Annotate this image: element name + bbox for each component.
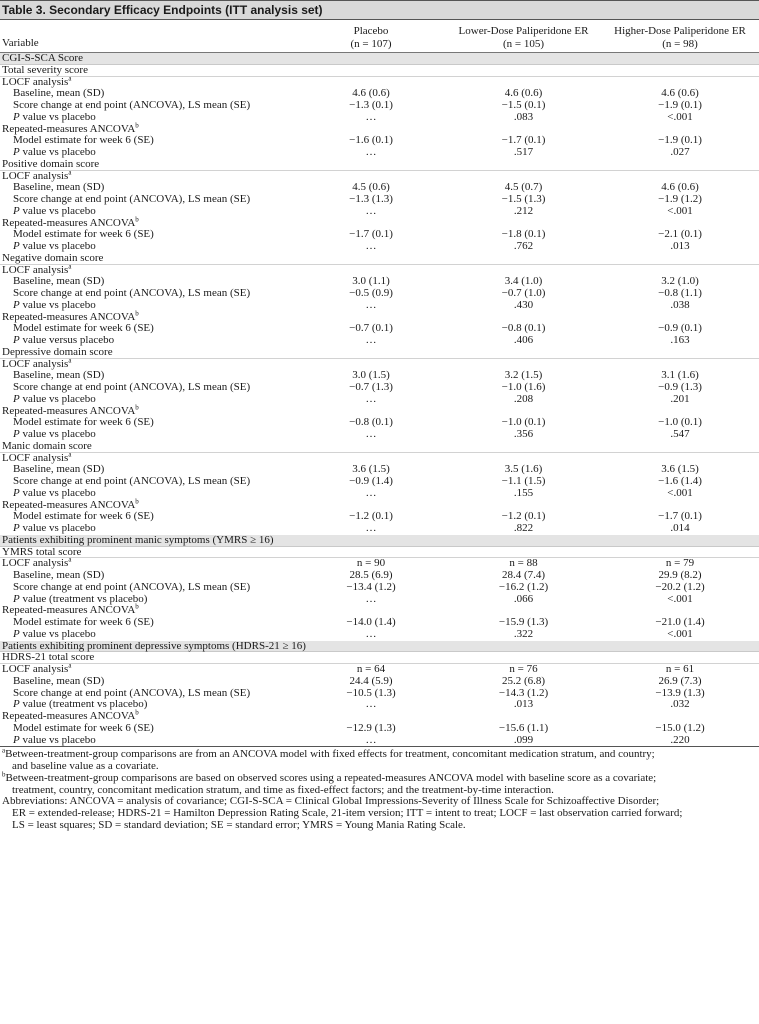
header-variable: Variable <box>2 37 39 49</box>
cell-lower-dose <box>446 441 601 452</box>
row-label-text: value vs placebo <box>19 522 96 534</box>
row-label-text: Model estimate for week 6 (SE) <box>13 228 154 241</box>
row-label-footnote-mark: a <box>68 555 72 564</box>
cell-placebo: … <box>365 298 377 311</box>
cell-placebo: −1.3 (1.3) <box>349 193 393 205</box>
row-label-footnote-mark: b <box>135 708 139 717</box>
row-label-text: Baseline, mean (SD) <box>13 569 105 581</box>
table-row <box>0 429 759 441</box>
cell-lower-dose: −15.6 (1.1) <box>498 721 549 734</box>
row-label-text: Baseline, mean (SD) <box>13 463 105 476</box>
cell-higher-dose <box>601 253 759 264</box>
row-label <box>0 53 296 64</box>
row-label-text: value vs placebo <box>19 428 96 440</box>
cell-placebo <box>296 711 446 723</box>
cell-lower-dose: .517 <box>513 146 534 158</box>
row-label-text: Repeated-measures ANCOVA <box>2 404 136 417</box>
cell-higher-dose: 3.6 (1.5) <box>661 463 699 476</box>
row-label-text: Manic domain score <box>2 439 92 452</box>
cell-placebo: … <box>365 698 377 711</box>
header-higher-dose-n: (n = 98) <box>662 38 698 50</box>
cell-lower-dose: n = 76 <box>509 663 538 675</box>
cell-placebo <box>296 547 446 558</box>
cell-lower-dose: 3.4 (1.0) <box>504 275 543 288</box>
cell-placebo: 4.5 (0.6) <box>352 181 390 194</box>
row-label-text: YMRS total score <box>2 545 82 558</box>
cell-lower-dose: .066 <box>513 592 534 605</box>
row-label-text: HDRS-21 total score <box>2 651 95 664</box>
row-label-text: Repeated-measures ANCOVA <box>2 310 136 323</box>
row-label-text: LOCF analysis <box>2 75 69 88</box>
cell-placebo: −1.6 (0.1) <box>349 134 393 147</box>
row-label-footnote-mark: b <box>135 602 139 611</box>
row-label <box>0 735 296 747</box>
cell-placebo <box>296 535 446 546</box>
row-label-text: Total severity score <box>2 63 88 76</box>
row-label-footnote-mark: a <box>68 73 72 82</box>
cell-higher-dose: .032 <box>670 698 690 711</box>
row-label-italic: P <box>13 204 20 217</box>
cell-higher-dose: −0.8 (1.1) <box>658 287 702 299</box>
cell-placebo: … <box>365 204 377 217</box>
cell-placebo: n = 64 <box>356 663 386 675</box>
table-row <box>0 511 759 523</box>
group-row <box>0 65 759 77</box>
cell-lower-dose: .212 <box>513 204 534 217</box>
cell-higher-dose: −1.0 (0.1) <box>658 416 702 429</box>
cell-lower-dose <box>446 65 601 76</box>
row-label-italic: P <box>13 428 20 440</box>
cell-placebo: 28.5 (6.9) <box>349 569 393 581</box>
cell-higher-dose <box>601 547 759 558</box>
cell-lower-dose: −1.5 (0.1) <box>501 99 546 111</box>
abbreviations-line2: ER = extended-release; HDRS-21 = Hamilton Depression Rating Scale, 21-item version; ITT = intent to treat; LOCF = last observation carried forward; <box>12 807 683 820</box>
cell-placebo: −0.7 (0.1) <box>349 322 393 335</box>
row-label-footnote-mark: a <box>68 355 72 364</box>
cell-placebo: −1.7 (0.1) <box>349 228 393 241</box>
table-row <box>0 476 759 488</box>
cell-higher-dose: 26.9 (7.3) <box>658 674 702 687</box>
header-higher-dose <box>601 20 759 52</box>
row-label-text: Model estimate for week 6 (SE) <box>13 322 154 335</box>
row-label <box>0 159 296 170</box>
row-label-text: Repeated-measures ANCOVA <box>2 216 136 229</box>
cell-higher-dose: −1.6 (1.4) <box>658 475 702 487</box>
cell-higher-dose: −1.9 (1.2) <box>658 193 702 205</box>
table-row <box>0 241 759 253</box>
abbreviations-line1: Abbreviations: ANCOVA = analysis of covariance; CGI-S-SCA = Clinical Global Impressions-Severity of Illness Scale for Schizoaffective Disorder; <box>2 795 660 808</box>
table-row <box>0 335 759 347</box>
cell-placebo: … <box>365 592 377 605</box>
row-label-text: value vs placebo <box>19 204 96 217</box>
cell-lower-dose: .762 <box>513 240 534 252</box>
cell-placebo: −14.0 (1.4) <box>346 616 396 628</box>
cell-placebo <box>296 65 446 76</box>
cell-lower-dose: 3.2 (1.5) <box>504 369 543 382</box>
cell-lower-dose <box>446 641 601 652</box>
cell-lower-dose: 4.5 (0.7) <box>504 181 543 194</box>
cell-higher-dose: −15.0 (1.2) <box>655 721 705 734</box>
row-label-text: Score change at end point (ANCOVA), LS mean (SE) <box>13 287 251 299</box>
cell-lower-dose: −1.0 (0.1) <box>501 416 546 429</box>
cell-lower-dose <box>446 159 601 170</box>
cell-placebo: … <box>365 486 377 499</box>
footnote-abbreviations <box>0 796 759 831</box>
cell-higher-dose <box>601 711 759 723</box>
row-label-text: Model estimate for week 6 (SE) <box>13 721 154 734</box>
row-label-text: Patients exhibiting prominent manic symptoms (YMRS ≥ 16) <box>2 533 274 546</box>
cell-placebo: −0.5 (0.9) <box>349 287 393 299</box>
row-label-italic: P <box>13 698 20 711</box>
group-row <box>0 347 759 359</box>
row-label-footnote-mark: a <box>68 661 72 670</box>
cell-lower-dose: −1.2 (0.1) <box>501 510 546 523</box>
row-label-footnote-mark: a <box>68 261 72 270</box>
cell-higher-dose: −21.0 (1.4) <box>655 616 705 628</box>
table-row <box>0 288 759 300</box>
row-label-italic: P <box>13 240 20 252</box>
row-label-text: Model estimate for week 6 (SE) <box>13 416 154 429</box>
cell-higher-dose <box>601 641 759 652</box>
cell-higher-dose: n = 79 <box>665 557 695 570</box>
cell-higher-dose: .027 <box>670 146 690 158</box>
cell-lower-dose: −1.8 (0.1) <box>501 228 546 241</box>
cell-lower-dose: −1.5 (1.3) <box>501 193 546 205</box>
cell-higher-dose <box>601 535 759 546</box>
header-lower-dose <box>446 20 601 52</box>
cell-placebo: −10.5 (1.3) <box>346 686 396 699</box>
row-label-footnote-mark: b <box>135 308 139 317</box>
footnote-a-mark: a <box>2 746 6 755</box>
cell-lower-dose <box>446 547 601 558</box>
cell-placebo: 3.0 (1.1) <box>352 275 390 288</box>
cell-placebo <box>296 641 446 652</box>
cell-higher-dose: 3.2 (1.0) <box>661 275 699 288</box>
row-label-text: Baseline, mean (SD) <box>13 275 105 288</box>
row-label-text: Repeated-measures ANCOVA <box>2 498 136 511</box>
row-label-text: value vs placebo <box>19 627 96 640</box>
table-row <box>0 417 759 429</box>
cell-lower-dose: 25.2 (6.8) <box>501 674 546 687</box>
row-label-text: Model estimate for week 6 (SE) <box>13 616 154 628</box>
row-label <box>0 253 296 264</box>
cell-higher-dose: .013 <box>670 240 690 252</box>
cell-lower-dose: 4.6 (0.6) <box>504 87 543 100</box>
cell-placebo: −1.2 (0.1) <box>349 510 393 523</box>
cell-lower-dose: 28.4 (7.4) <box>501 569 546 581</box>
cell-higher-dose: 4.6 (0.6) <box>661 181 699 194</box>
header-lower-dose-name: Lower-Dose Paliperidone ER <box>458 25 589 37</box>
header-lower-dose-n: (n = 105) <box>502 38 545 50</box>
cell-higher-dose: .163 <box>670 334 690 346</box>
row-label-italic: P <box>13 146 20 158</box>
cell-lower-dose <box>446 711 601 723</box>
header-placebo-name: Placebo <box>353 25 389 37</box>
table-row <box>0 661 759 676</box>
cell-placebo: 3.0 (1.5) <box>352 369 390 382</box>
row-label-text: Baseline, mean (SD) <box>13 181 105 194</box>
cell-placebo: −12.9 (1.3) <box>346 721 396 734</box>
row-label-text: LOCF analysis <box>2 557 69 570</box>
cell-placebo <box>296 347 446 358</box>
cell-higher-dose: −0.9 (0.1) <box>658 322 702 335</box>
footnote-a <box>0 746 759 773</box>
cell-lower-dose: −0.8 (0.1) <box>501 322 546 335</box>
group-row <box>0 441 759 453</box>
cell-lower-dose: −0.7 (1.0) <box>501 287 546 299</box>
row-label-footnote-mark: a <box>68 167 72 176</box>
footnote-b-line1: Between-treatment-group comparisons are based on observed scores using a repeated-measures ANCOVA model with baseline score as a covariate; <box>5 771 657 784</box>
row-label-text: Score change at end point (ANCOVA), LS mean (SE) <box>13 381 251 393</box>
row-label-footnote-mark: a <box>68 449 72 458</box>
cell-placebo: … <box>365 240 377 252</box>
cell-higher-dose: 3.1 (1.6) <box>661 369 699 382</box>
section-row <box>0 535 759 547</box>
row-label-footnote-mark: b <box>135 214 139 223</box>
cell-lower-dose <box>446 253 601 264</box>
cell-placebo <box>296 53 446 64</box>
cell-placebo: n = 90 <box>356 557 386 570</box>
row-label-text: Negative domain score <box>2 251 104 264</box>
cell-higher-dose: −2.1 (0.1) <box>658 228 702 241</box>
table-row <box>0 147 759 159</box>
cell-higher-dose: −1.9 (0.1) <box>658 99 702 111</box>
cell-higher-dose <box>601 347 759 358</box>
cell-lower-dose <box>446 652 601 663</box>
row-label <box>0 535 296 546</box>
cell-placebo: … <box>365 392 377 405</box>
footnote-a-line1: Between-treatment-group comparisons are from an ANCOVA model with fixed effects for treatment, concomitant medication stratum, and country; <box>5 748 655 761</box>
footnote-b-mark: b <box>2 770 6 779</box>
cell-placebo: −0.9 (1.4) <box>349 475 393 487</box>
cell-lower-dose: .208 <box>513 392 534 405</box>
row-label-text: LOCF analysis <box>2 169 69 182</box>
cell-lower-dose: .430 <box>513 298 534 311</box>
section-row <box>0 641 759 653</box>
table-title: Table 3. Secondary Efficacy Endpoints (ITT analysis set) <box>0 0 759 20</box>
row-label-italic: P <box>13 392 20 405</box>
header-placebo-n: (n = 107) <box>350 38 392 50</box>
cell-placebo: … <box>365 110 377 123</box>
table-header <box>0 20 759 53</box>
cell-higher-dose: <.001 <box>667 486 693 499</box>
cell-higher-dose <box>601 53 759 64</box>
header-placebo <box>296 20 446 52</box>
table-row <box>0 735 759 747</box>
cell-lower-dose: .322 <box>513 627 534 640</box>
cell-higher-dose: .038 <box>670 298 690 311</box>
row-label-italic: P <box>13 110 20 123</box>
cell-placebo <box>296 159 446 170</box>
cell-lower-dose: .155 <box>513 486 534 499</box>
row-label-text: value vs placebo <box>19 486 96 499</box>
row-label-text: value (treatment vs placebo) <box>19 698 148 711</box>
row-label-text: Score change at end point (ANCOVA), LS mean (SE) <box>13 686 251 699</box>
cell-lower-dose: .099 <box>513 733 534 746</box>
cell-higher-dose: −1.9 (0.1) <box>658 134 702 147</box>
table-row <box>0 723 759 735</box>
footnote-a-line2: and baseline value as a covariate. <box>12 760 159 773</box>
cell-higher-dose: <.001 <box>667 592 693 605</box>
cell-lower-dose: .356 <box>513 428 534 440</box>
row-label-text: Baseline, mean (SD) <box>13 369 105 382</box>
cell-higher-dose: 29.9 (8.2) <box>658 569 702 581</box>
cell-higher-dose: .014 <box>670 522 690 534</box>
row-label <box>0 347 296 358</box>
row-label <box>0 547 296 558</box>
row-label-text: Baseline, mean (SD) <box>13 87 105 100</box>
row-label-text: Depressive domain score <box>2 345 113 358</box>
cell-lower-dose <box>446 53 601 64</box>
row-label-footnote-mark: b <box>135 120 139 129</box>
cell-lower-dose: −1.7 (0.1) <box>501 134 546 147</box>
row-label <box>0 639 306 652</box>
cell-lower-dose: .013 <box>513 698 534 711</box>
cell-lower-dose <box>446 535 601 546</box>
cell-lower-dose: −14.3 (1.2) <box>498 686 549 699</box>
table-row <box>0 229 759 241</box>
row-label <box>0 441 296 452</box>
row-label-text: LOCF analysis <box>2 357 69 370</box>
footnote-b-line2: treatment, country, concomitant medication stratum, and time as fixed-effect factors; and the treatment-by-time interaction. <box>12 783 554 796</box>
cell-placebo: −0.8 (0.1) <box>349 416 393 429</box>
table-row <box>0 617 759 629</box>
row-label-italic: P <box>13 733 20 746</box>
table-row <box>0 194 759 206</box>
row-label-italic: P <box>13 592 20 605</box>
cell-lower-dose <box>446 347 601 358</box>
cell-higher-dose: .547 <box>670 428 690 440</box>
row-label-text: Score change at end point (ANCOVA), LS mean (SE) <box>13 475 251 487</box>
cell-placebo: … <box>365 146 377 158</box>
row-label <box>0 652 296 663</box>
cell-higher-dose: −13.9 (1.3) <box>655 686 705 699</box>
row-label-text: Model estimate for week 6 (SE) <box>13 134 154 147</box>
cell-placebo: 4.6 (0.6) <box>352 87 390 100</box>
row-label-text: value vs placebo <box>19 110 96 123</box>
cell-higher-dose: <.001 <box>667 627 693 640</box>
row-label <box>0 65 296 76</box>
row-label-italic: P <box>13 334 20 346</box>
cell-placebo: −1.3 (0.1) <box>349 99 393 111</box>
cell-placebo <box>296 652 446 663</box>
row-label-text: value vs placebo <box>19 146 96 158</box>
cell-higher-dose: −1.7 (0.1) <box>658 510 702 523</box>
row-label-text: Score change at end point (ANCOVA), LS mean (SE) <box>13 193 251 205</box>
table-body <box>0 53 759 746</box>
header-higher-dose-name: Higher-Dose Paliperidone ER <box>614 25 746 37</box>
cell-placebo: 3.6 (1.5) <box>352 463 390 476</box>
row-label-text: Model estimate for week 6 (SE) <box>13 510 154 523</box>
cell-higher-dose <box>601 652 759 663</box>
cell-higher-dose: 4.6 (0.6) <box>661 87 699 100</box>
row-label-text: LOCF analysis <box>2 451 69 464</box>
row-label-footnote-mark: b <box>135 496 139 505</box>
row-label-text: LOCF analysis <box>2 663 69 675</box>
cell-higher-dose: −20.2 (1.2) <box>655 580 705 593</box>
row-label-text: Repeated-measures ANCOVA <box>2 604 136 617</box>
cell-lower-dose: n = 88 <box>509 557 538 570</box>
cell-higher-dose: n = 61 <box>665 663 695 675</box>
cell-higher-dose: <.001 <box>667 110 693 123</box>
row-label-text: value vs placebo <box>19 392 96 405</box>
row-label-text: Baseline, mean (SD) <box>13 674 105 687</box>
cell-higher-dose: −0.9 (1.3) <box>658 381 702 393</box>
row-label-text: Score change at end point (ANCOVA), LS mean (SE) <box>13 99 251 111</box>
row-label-text: value vs placebo <box>19 240 96 252</box>
cell-lower-dose: −1.1 (1.5) <box>501 475 546 487</box>
row-label-text: CGI-S-SCA Score <box>2 52 83 64</box>
row-label-text: Score change at end point (ANCOVA), LS mean (SE) <box>13 580 251 593</box>
cell-higher-dose <box>601 441 759 452</box>
cell-placebo: … <box>365 733 377 746</box>
row-label-text: value (treatment vs placebo) <box>19 592 148 605</box>
row-label-italic: P <box>13 627 20 640</box>
cell-higher-dose: .220 <box>670 733 690 746</box>
cell-placebo: … <box>365 522 377 534</box>
row-label-italic: P <box>13 298 20 311</box>
cell-placebo: −13.4 (1.2) <box>346 580 396 593</box>
cell-placebo: … <box>365 627 377 640</box>
cell-higher-dose: .201 <box>670 392 690 405</box>
abbreviations-line3: LS = least squares; SD = standard deviation; SE = standard error; YMRS = Young Mania Rating Scale. <box>12 819 466 832</box>
cell-placebo <box>296 441 446 452</box>
table-row <box>0 382 759 394</box>
table-row <box>0 135 759 147</box>
cell-placebo: −0.7 (1.3) <box>349 381 393 393</box>
row-label-text: Repeated-measures ANCOVA <box>2 122 136 135</box>
cell-placebo: 24.4 (5.9) <box>349 674 393 687</box>
group-row <box>0 159 759 171</box>
cell-placebo: … <box>365 334 377 346</box>
row-label-footnote-mark: b <box>135 402 139 411</box>
cell-lower-dose: −1.0 (1.6) <box>501 381 546 393</box>
cell-higher-dose: <.001 <box>667 204 693 217</box>
cell-higher-dose <box>601 159 759 170</box>
row-label-text: Patients exhibiting prominent depressive symptoms (HDRS-21 ≥ 16) <box>2 639 306 652</box>
row-label-text: value versus placebo <box>19 334 115 346</box>
cell-higher-dose <box>601 65 759 76</box>
cell-placebo: … <box>365 428 377 440</box>
row-label-text: LOCF analysis <box>2 263 69 276</box>
footnote-b <box>0 770 759 797</box>
cell-lower-dose: 3.5 (1.6) <box>504 463 543 476</box>
row-label-text: Positive domain score <box>2 157 100 170</box>
row-label-text: value vs placebo <box>19 733 96 746</box>
row-label-text: value vs placebo <box>19 298 96 311</box>
table-footnotes <box>0 746 759 832</box>
group-row <box>0 253 759 265</box>
row-label-text: Repeated-measures ANCOVA <box>2 710 136 722</box>
cell-placebo <box>296 253 446 264</box>
row-label-italic: P <box>13 522 20 534</box>
cell-lower-dose: .083 <box>513 110 534 123</box>
table-row <box>0 100 759 112</box>
cell-lower-dose: −16.2 (1.2) <box>498 580 549 593</box>
cell-lower-dose: .406 <box>513 334 534 346</box>
cell-lower-dose: .822 <box>513 522 534 534</box>
row-label-italic: P <box>13 486 20 499</box>
section-row <box>0 53 759 65</box>
cell-lower-dose: −15.9 (1.3) <box>498 616 549 628</box>
